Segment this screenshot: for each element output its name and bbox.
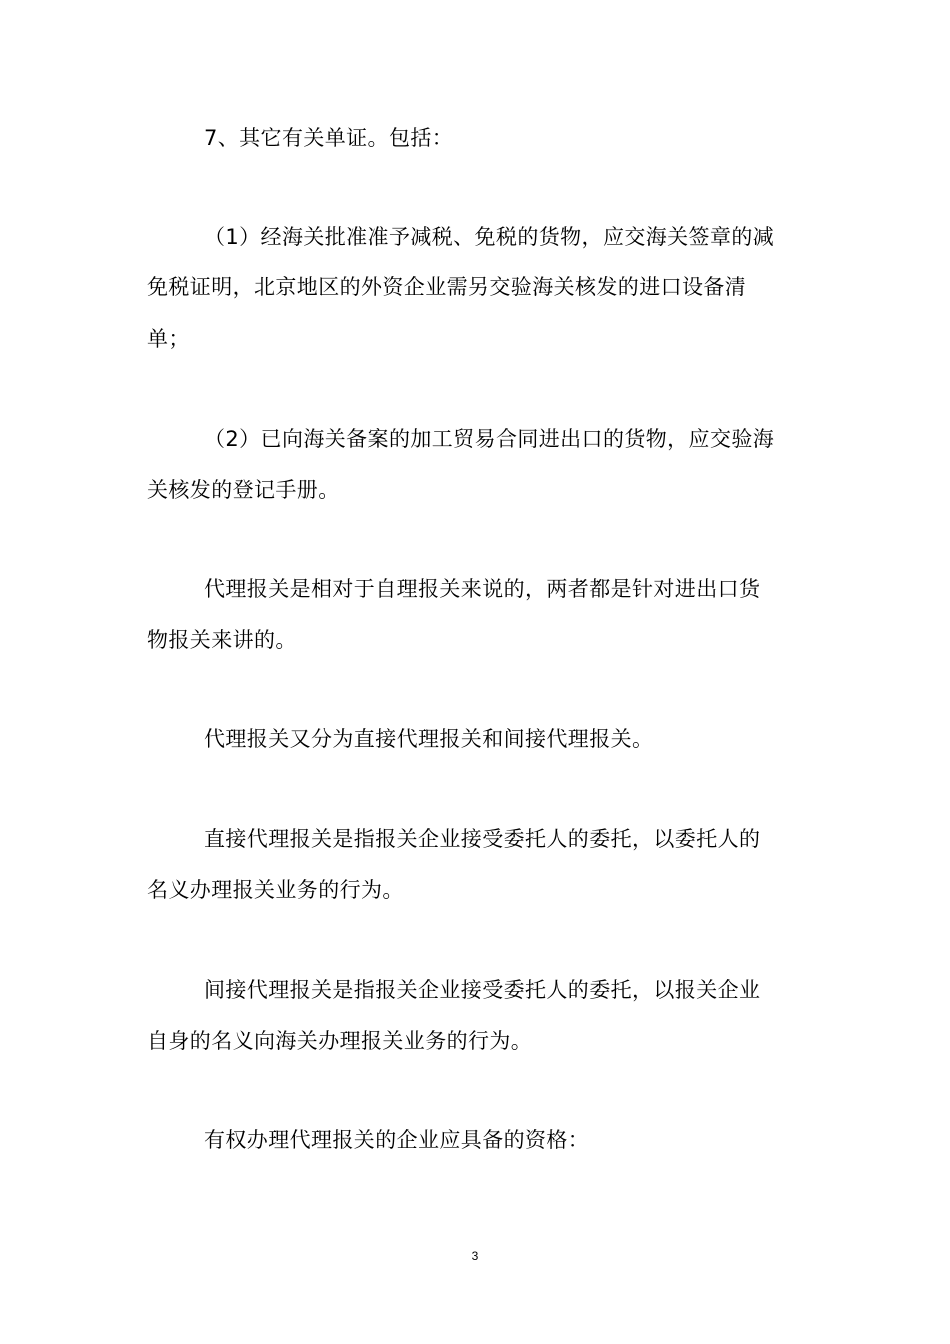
paragraph-line: 物报关来讲的。 — [147, 628, 297, 652]
paragraph-line: 名义办理报关业务的行为。 — [147, 878, 404, 902]
paragraph-line: 自身的名义向海关办理报关业务的行为。 — [147, 1029, 533, 1053]
paragraph-line: 代理报关又分为直接代理报关和间接代理报关。 — [204, 727, 654, 751]
paragraph-line: 间接代理报关是指报关企业接受委托人的委托，以报关企业 — [204, 978, 761, 1002]
paragraph-line: 直接代理报关是指报关企业接受委托人的委托，以委托人的 — [204, 827, 761, 851]
paragraph-line: 有权办理代理报关的企业应具备的资格： — [204, 1128, 590, 1152]
paragraph-line: 代理报关是相对于自理报关来说的，两者都是针对进出口货 — [204, 577, 761, 601]
paragraph-line: 关核发的登记手册。 — [147, 478, 340, 502]
paragraph-line: 免税证明，北京地区的外资企业需另交验海关核发的进口设备清 — [147, 275, 747, 299]
paragraph-line: 7、其它有关单证。包括： — [204, 126, 454, 150]
page-number: 3 — [471, 1249, 479, 1263]
paragraph-line: （2）已向海关备案的加工贸易合同进出口的货物，应交验海 — [204, 427, 775, 451]
paragraph-line: （1）经海关批准准予减税、免税的货物，应交海关签章的减 — [204, 225, 775, 249]
paragraph-line: 单； — [147, 327, 190, 351]
